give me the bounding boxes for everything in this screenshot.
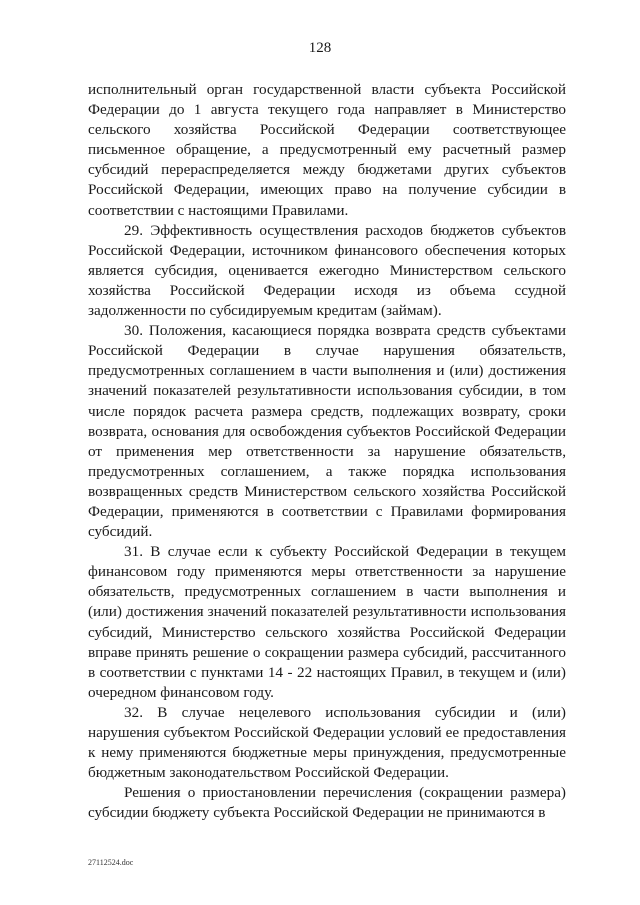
- paragraph-30: 30. Положения, касающиеся порядка возврата средств субъектами Российской Федерации в случае нарушения обязательств, предусмотренных соглашением в части выполнения и (или) достижения значений показателей результативности использования субсидии, в том числе порядок расчета размера средств, подлежащих возврату, сроки возврата, основания для освобождения субъектов Российской Федерации от применения мер ответственности за нарушение обязательств, предусмотренных соглашением, а также порядка использования возвращенных средств Министерством сельского хозяйства Российской Федерации, применяются в соответствии с Правилами формирования субсидий.: [88, 322, 566, 541]
- paragraph-continuation: исполнительный орган государственной власти субъекта Российской Федерации до 1 августа текущего года направляет в Министерство сельского хозяйства Российской Федерации соответствующее письменное обращение, а предусмотренный ему расчетный размер субсидий перераспределяется между бюджетами других субъектов Российской Федерации, имеющих право на получение субсидии в соответствии с настоящими Правилами.: [88, 81, 566, 219]
- footer-file-code: 27112524.doc: [88, 858, 134, 867]
- paragraph-decisions: Решения о приостановлении перечисления (сокращении размера) субсидии бюджету субъекта Российской Федерации не принимаются в: [88, 784, 566, 822]
- paragraph-29: 29. Эффективность осуществления расходов бюджетов субъектов Российской Федерации, источником финансового обеспечения которых является субсидия, оценивается ежегодно Министерством сельского хозяйства Российской Федерации исходя из объема ссудной задолженности по субсидируемым кредитам (займам).: [88, 221, 566, 320]
- page-number: 128: [308, 40, 332, 56]
- paragraph-31: 31. В случае если к субъекту Российской Федерации в текущем финансовом году применяются меры ответственности за нарушение обязательств, предусмотренных соглашением в части выполнения и (или) достижения значений показателей результативности использования субсидий, Министерство сельского хозяйства Российской Федерации вправе принять решение о сокращении размера субсидий, рассчитанного в соответствии с пунктами 14 - 22 настоящих Правил, в текущем и (или) очередном финансовом году.: [88, 543, 566, 701]
- document-body: [88, 80, 566, 823]
- paragraph-32: 32. В случае нецелевого использования субсидии и (или) нарушения субъектом Российской Федерации условий ее предоставления к нему применяются бюджетные меры принуждения, предусмотренные бюджетным законодательством Российской Федерации.: [88, 703, 566, 782]
